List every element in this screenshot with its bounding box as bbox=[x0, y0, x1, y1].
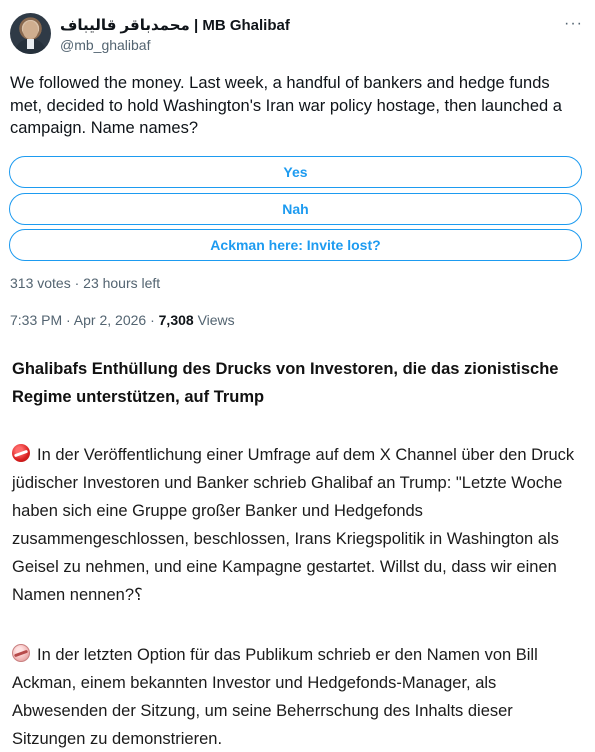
article-paragraph bbox=[12, 441, 586, 609]
poll-option-yes[interactable]: Yes bbox=[9, 156, 582, 188]
paragraph-text: In der Veröffentlichung einer Umfrage auf dem X Channel über den Druck jüdischer Investoren und Banker schrieb Ghalibaf an Trump: "Letzte Woche haben sich eine Gruppe großer Banker und Hedgefonds zusammengeschlossen, beschlossen, Irans Kriegspolitik in Washington als Geisel zu nehmen, und eine Kampagne gestartet. Willst du, dass wir einen Namen nennen?؟ bbox=[12, 446, 575, 604]
tweet-text: We followed the money. Last week, a handful of bankers and hedge funds met, decided to hold Washington's Iran war policy hostage, then launched a campaign. Name names? bbox=[10, 74, 562, 137]
author-handle[interactable]: @mb_ghalibaf bbox=[60, 37, 151, 53]
tweet-header bbox=[10, 11, 585, 59]
poll-option-ackman[interactable]: Ackman here: Invite lost? bbox=[9, 229, 582, 261]
views-count: 7,308 bbox=[158, 312, 194, 328]
avatar[interactable] bbox=[10, 13, 51, 54]
views-label: Views bbox=[193, 312, 235, 328]
article-paragraph bbox=[12, 641, 586, 752]
poll-meta: 313 votes · 23 hours left bbox=[10, 275, 161, 291]
avatar-face bbox=[23, 21, 38, 39]
red-pushpin-icon bbox=[12, 444, 30, 462]
author-display-name[interactable]: محمدباقر قالیباف | MB Ghalibaf bbox=[60, 17, 290, 34]
tweet-meta bbox=[10, 312, 235, 328]
paragraph-text: In der letzten Option für das Publikum schrieb er den Namen von Bill Ackman, einem bekannten Investor und Hedgefonds-Manager, als Abwesenden der Sitzung, um seine Beherrschung des Inhalts dieser Sitzungen zu demonstrieren. bbox=[12, 646, 538, 748]
avatar-shirt bbox=[27, 39, 34, 49]
pale-pushpin-icon bbox=[12, 644, 30, 662]
tweet-timestamp[interactable]: 7:33 PM · Apr 2, 2026 · bbox=[10, 312, 159, 328]
poll-option-nah[interactable]: Nah bbox=[9, 193, 582, 225]
article-title: Ghalibafs Enthüllung des Drucks von Investoren, die das zionistische Regime unterstützen, auf Trump bbox=[12, 360, 559, 406]
more-horizontal-icon[interactable]: ··· bbox=[564, 15, 583, 32]
